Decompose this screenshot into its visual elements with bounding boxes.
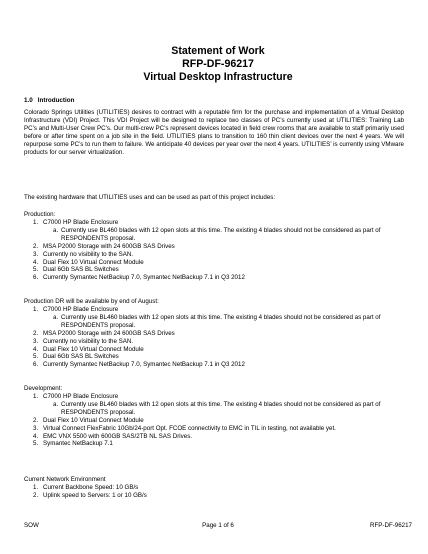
list-subitem: a. Currently use BL460 blades with 12 open slots at this time. The existing 4 blades should not be considered as part of RESPONDENTS proposal. (53, 226, 381, 242)
list-item: 2. MSA P2000 Storage with 24 600GB SAS Drives (33, 242, 175, 250)
footer-right: RFP-DF-96217 (370, 522, 412, 529)
document-subtitle: Virtual Desktop Infrastructure (143, 71, 293, 83)
list-item: 2. Dual Flex 10 Virtual Connect Module (33, 416, 144, 424)
intro-paragraph: Colorado Springs Utilities (UTILITIES) desires to contract with a reputable firm for the purchase and implementation of a Virtual Desktop Infrastructure (VDI) Project. This VDI Project will be designed to replace two classes of PC’s currently used at UTILITIES: Training Lab PC’s and Multi-User Crew PC’s. Our multi-crew PC’s represent devices located in field crew rooms that are available to staff primarily used before or after time spent on a job site in the field. UTILITIES plans to transition to 160 thin client devices over the next 4 years. We will repurpose some PC’s to run them to failure. We anticipate 40 devices per year over the next 4 years. UTILITIES’ is currently using VMware products for our server virtualization. (24, 109, 404, 157)
list-item: 5. Symantec NetBackup 7.1 (33, 440, 113, 448)
network-list (24, 484, 404, 500)
production-dr-list (24, 306, 404, 369)
list-item: 5. Dual 6Gb SAS BL Switches (33, 353, 119, 361)
footer-left: SOW (24, 522, 39, 529)
list-item: 2. MSA P2000 Storage with 24 600GB SAS Drives (33, 329, 175, 337)
list-item: 1. Current Backbone Speed: 10 GB/s (33, 484, 139, 491)
hardware-intro: The existing hardware that UTILITIES uses and can be used as part of this project includes: (24, 194, 276, 201)
page-footer (24, 522, 412, 531)
footer-page-number: Page 1 of 6 (202, 522, 234, 529)
list-subitem: a. Currently use BL460 blades with 12 open slots at this time. The existing 4 blades should not be considered as part of RESPONDENTS proposal. (53, 400, 381, 416)
list-item: 1. C7000 HP Blade Enclosure (33, 306, 119, 313)
list-item: 4. EMC VNX 5500 with 600GB SAS/2TB NL SAS Drives. (33, 432, 193, 440)
rfp-number: RFP-DF-96217 (182, 58, 254, 70)
production-list (24, 219, 404, 282)
production-label: Production: (24, 211, 56, 218)
list-item: 1. C7000 HP Blade Enclosure (33, 393, 119, 400)
list-item: 3. Currently no visibility to the SAN. (33, 250, 134, 258)
network-label: Current Network Environment (24, 476, 106, 483)
list-item: 3. Virtual Connect FlexFabric 10Gb/24-port Opt. FCOE connectivity to EMC in TIL in testing, not available yet. (33, 424, 336, 432)
section-title: Introduction (37, 97, 75, 104)
document-title: Statement of Work (171, 45, 265, 57)
list-item: 5. Dual 6Gb SAS BL Switches (33, 266, 119, 274)
list-item: 1. C7000 HP Blade Enclosure (33, 219, 119, 226)
section-heading (24, 97, 74, 104)
development-label: Development: (24, 385, 63, 392)
document-page (24, 0, 412, 554)
list-item: 3. Currently no visibility to the SAN. (33, 337, 134, 345)
development-list (24, 393, 404, 448)
title-block (24, 45, 412, 84)
list-item: 2. Uplink speed to Servers: 1 or 10 GB/s (33, 491, 147, 499)
list-subitem: a. Currently use BL460 blades with 12 open slots at this time. The existing 4 blades should not be considered as part of RESPONDENTS proposal. (53, 313, 381, 329)
list-item: 6. Currently Symantec NetBackup 7.0, Symantec NetBackup 7.1 in Q3 2012 (33, 274, 245, 282)
list-item: 4. Dual Flex 10 Virtual Connect Module (33, 345, 144, 353)
section-number: 1.0 (24, 97, 33, 104)
list-item: 6. Currently Symantec NetBackup 7.0, Symantec NetBackup 7.1 in Q3 2012 (33, 361, 245, 369)
production-dr-label: Production DR will be available by end of August: (24, 298, 159, 305)
list-item: 4. Dual Flex 10 Virtual Connect Module (33, 258, 144, 266)
